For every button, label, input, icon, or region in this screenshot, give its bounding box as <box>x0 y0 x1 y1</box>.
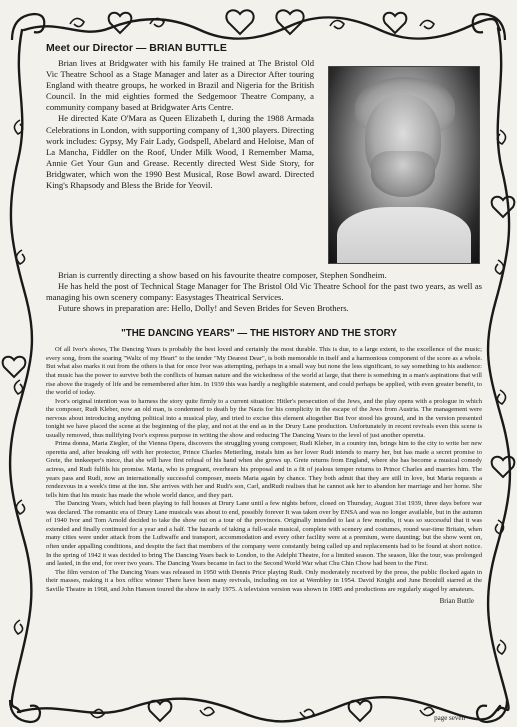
director-bio-column <box>46 58 314 191</box>
page-number: page seven <box>434 714 465 722</box>
director-photo <box>328 66 480 264</box>
director-para-1: Brian lives at Bridgwater with his family He trained at The Bristol Old Vic Theatre School as a Stage Manager and later as a Director After touring England with theatre groups, he worked in Brazil and Nigeria for the British Council. In the mid eighties formed the Sedgemoor Theatre Company, a community company based at Bridgwater Arts Centre. <box>46 58 314 113</box>
director-heading: Meet our Director — BRIAN BUTTLE <box>46 42 227 54</box>
story-section <box>46 346 482 605</box>
story-para-2: Ivor's original intention was to harness the story quite firmly to a current situation: Hitler's persecution of the Jews, and the play opens with a prologue in which the composer, Rudi Kleber, now an old man, is condemned to death by the Nazis for his complicity in the escape of the Jews from Austria. The management were nervous about introducing anything political into a musical play, and tried to excise this element altogether But Ivor stood his ground, and in the version presented tonight we have placed the scene at the beginning of the play, and not at the end as in the Drury Lane production. Unfortunately in recent revivals even this scene is usually removed, thus nullifying Ivor's express purpose in writing the show and reducing The Dancing Years to the level of just another operetta. <box>46 397 482 439</box>
story-para-4: The Dancing Years, which had been playing to full houses at Drury Lane until a few nights before, closed on Thursday, August 31st 1939, three days before war was declared. The romantic era of Drury Lane musicals was about to end, possibly forever It was taken over by ENSA and was no longer available, but in the autumn of 1940 Ivor and Tom Arnold decided to take the show out on a tour of the provinces. Originally intended to last a few months, it was so successful that it was extended and finally continued for a year and a half. The hazards of taking a full-scale musical, complete with scenery and costumes, round war-time Britain, when many cities were under attack from the Luftwaffe and transport, accommodation and every other facility were at a premium, were daunting; but the show went on, often under appalling conditions, and despite the fact that members of the company were constantly being called up and replacements had to be found at short notice. In the spring of 1942 it was decided to bring The Dancing Years back to London, to the Adelphi Theatre, for a limited season. The season, like the tour, was prolonged and lasted, in the end, for over two years. The Dancing Years became in fact to the Second World War what Chu Chin Chow had been to the First. <box>46 500 482 568</box>
story-para-1: Of all Ivor's shows, The Dancing Years is probably the best loved and certainly the most durable. This is due, to a large extent, to the excellence of the music; every song, from the soaring "Waltz of my Heart" to the tender "My Dearest Dear", is both memorable in itself and a harmonious component of the score as a whole. But what also marks it out from the others is that for once Ivor was attempting, perhaps in a small way but none the less significant, to say something to his audience: that music has the power to survive both the conflicts of human nature and the wickedness of the world at large, that there is something in a man's aspirations that will rise above the tragedy of life and be remembered after him. In 1939 this was hardly a negligible statement, and could perhaps be applied, with even greater benefit, to the world of today. <box>46 346 482 397</box>
page-content <box>36 40 482 712</box>
photo-shirt <box>337 207 471 264</box>
director-bio-continued <box>46 270 482 314</box>
story-para-3: Prima donna, Maria Ziegler, of the Vienna Opera, discovers the struggling young composer, Rudi Kleber, in a country inn, brings him to the city to write her new operetta and, after breaking off with her protector, Prince Charles Metterling, instals him as her lover Rudi intends to marry her, but has made a secret promise to Grete, the innkeeper's niece, that she will have first refusal of his hand when she grows up. Grete returns from England, where she has become a musical comedy actress, and Rudi fulfils his promise. Maria, who is pregnant, overhears his proposal and in a fit of jealous temper returns to Prince Charles and marries him. The years pass and Rudi, now an internationally successful composer, meets Maria again by chance. They both admit that they are still in love, but Maria requests a rendezvous in a week's time at the inn. She arrives with her and Rudi's son, Carl, andRudi realises that he cannot ask her to abandon her marriage and her home. She tells him that his music has made the whole world dance, and they part. <box>46 440 482 499</box>
director-para-3: Brian is currently directing a show based on his favourite theatre composer, Stephen Sondheim. <box>58 270 387 280</box>
director-para-5: Future shows in preparation are: Hello, Dolly! and Seven Brides for Seven Brothers. <box>58 303 349 314</box>
director-para-4: He has held the post of Technical Stage Manager for The Bristol Old Vic Theatre School for the past two years, as well as managing his own scenery company: Easystages Theatrical Services. <box>46 281 482 303</box>
director-para-2: He directed Kate O'Mara as Queen Elizabeth I, during the 1988 Armada Celebrations in London, with supporting company of 1,300 players. Directing work includes: Gypsy, My Fair Lady, Godspell, Abelard and Heloise, Man of La Mancha, Fiddler on the Roof, Under Milk Wood, I Remember Mama, Annie Get Your Gun and Grease. Recently directed West Side Story, for Bridgwater, which won the 1990 Best Musical, Rose Bowl award. Directed King's Rhapsody and Bless the Bride for Yeovil. <box>46 113 314 191</box>
story-para-5: The film version of The Dancing Years was released in 1950 with Dennis Price playing Rudi. Only moderately received by the press, the public flocked again in their masses, making it a box office winner There have been many revivals, including on ice at Wembley in 1954. David Knight and June Bronhill starred at the Saville Theatre in 1968, and John Hanson toured the show in early 1975. A television version was shown in 1985 and productions are regularly staged by amateurs. <box>46 568 482 593</box>
photo-beard <box>371 151 435 197</box>
author-signature: Brian Buttle <box>439 597 474 606</box>
story-heading: "THE DANCING YEARS" — THE HISTORY AND THE STORY <box>121 328 397 340</box>
director-section <box>36 58 482 270</box>
